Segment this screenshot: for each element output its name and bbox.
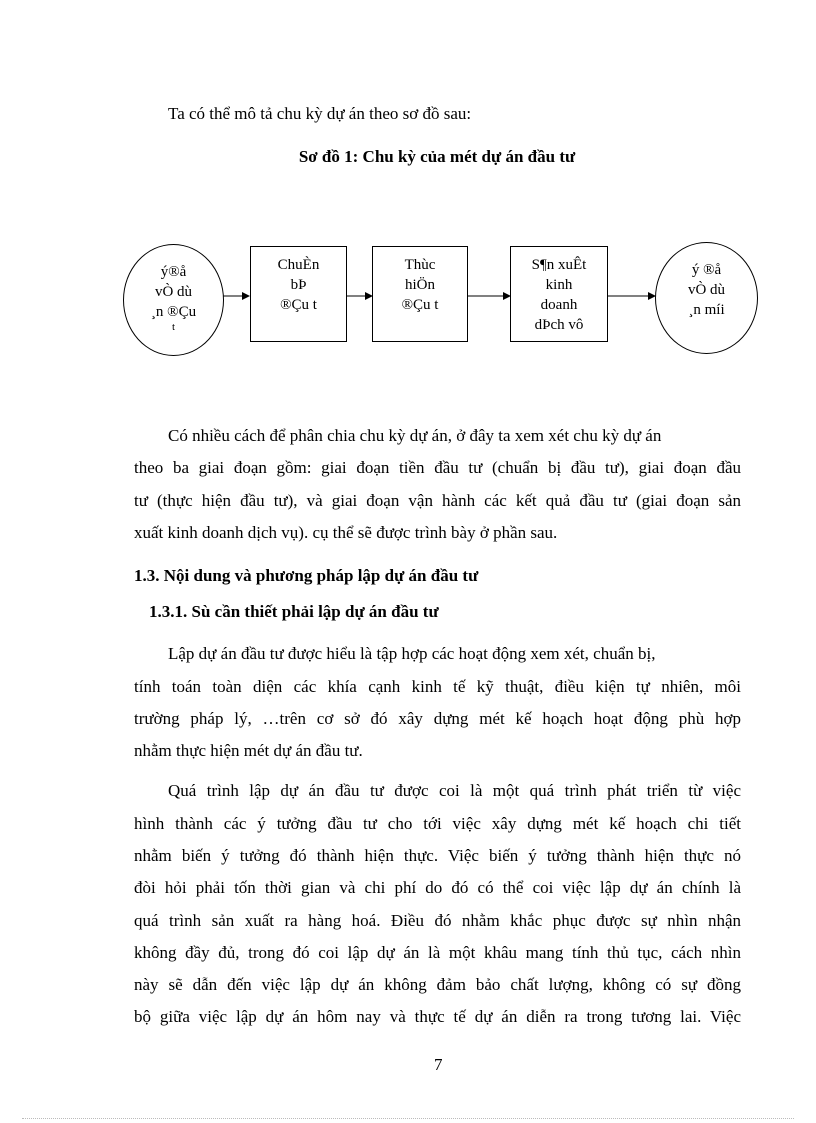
para3-line: quá trình sản xuất ra hàng hoá. Điều đó nhằm khắc phục được sự nhìn nhận	[134, 911, 741, 930]
para3-line: đòi hỏi phải tốn thời gian và chi phí do đó có thể coi việc lập dự án chính là	[134, 878, 741, 897]
para3-line: hình thành các ý tưởng đầu tư cho tới việc xây dựng mét kế hoạch chi tiết	[134, 814, 741, 833]
para2-line: nhằm thực hiện mét dự án đầu tư.	[134, 741, 363, 760]
para2-line: tính toán toàn diện các khía cạnh kinh tế kỹ thuật, điều kiện tự nhiên, môi	[134, 677, 741, 696]
section-heading: 1.3. Nội dung và phương pháp lập dự án đầu tư	[134, 566, 479, 585]
para1-line: Có nhiều cách để phân chia chu kỳ dự án, ở đây ta xem xét chu kỳ dự án	[168, 426, 662, 445]
subsection-heading: 1.3.1. Sù cần thiết phải lập dự án đầu tư	[149, 602, 439, 621]
end-node: ý ®å vÒ dù ¸n míi	[655, 242, 758, 354]
para2-line: Lập dự án đầu tư được hiểu là tập hợp các hoạt động xem xét, chuẩn bị,	[168, 644, 656, 663]
page-number: 7	[434, 1055, 443, 1074]
para2-line: trường pháp lý, …trên cơ sở đó xây dựng mét kế hoạch hoạt động phù hợp	[134, 709, 741, 728]
start-node: ý®å vÒ dù ¸n ®Çu t	[123, 244, 224, 356]
step-production-box: S¶n xuÊt kinh doanh dÞch vô	[510, 246, 608, 342]
para3-line: này sẽ dẫn đến việc lập dự án không đảm bảo chất lượng, không có sự đồng	[134, 975, 741, 994]
step-execute-box: Thùc hiÖn ®Çu t	[372, 246, 468, 342]
para1-line: theo ba giai đoạn gồm: giai đoạn tiền đầu tư (chuẩn bị đầu tư), giai đoạn đầu	[134, 458, 741, 477]
para3-line: Quá trình lập dự án đầu tư được coi là một quá trình phát triển từ việc	[168, 781, 741, 800]
para3-line: không đầy đủ, trong đó coi lập dự án là một khâu mang tính thủ tục, cách nhìn	[134, 943, 741, 962]
diagram-title: Sơ đồ 1: Chu kỳ của mét dự án đầu tư	[298, 147, 576, 166]
intro-text: Ta có thể mô tả chu kỳ dự án theo sơ đồ sau:	[168, 104, 472, 123]
step-prepare-box: ChuÈn bÞ ®Çu t	[250, 246, 347, 342]
page-bottom-divider	[22, 1118, 794, 1119]
para1-line: xuất kinh doanh dịch vụ). cụ thể sẽ được trình bày ở phần sau.	[134, 523, 558, 542]
para1-line: tư (thực hiện đầu tư), và giai đoạn vận hành các kết quả đầu tư (giai đoạn sản	[134, 491, 741, 510]
para3-line: nhằm biến ý tưởng đó thành hiện thực. Việc biến ý tưởng thành hiện thực nó	[134, 846, 741, 865]
para3-line: bộ giữa việc lập dự án hôm nay và thực tế dự án diễn ra trong tương lai. Việc	[134, 1007, 741, 1026]
